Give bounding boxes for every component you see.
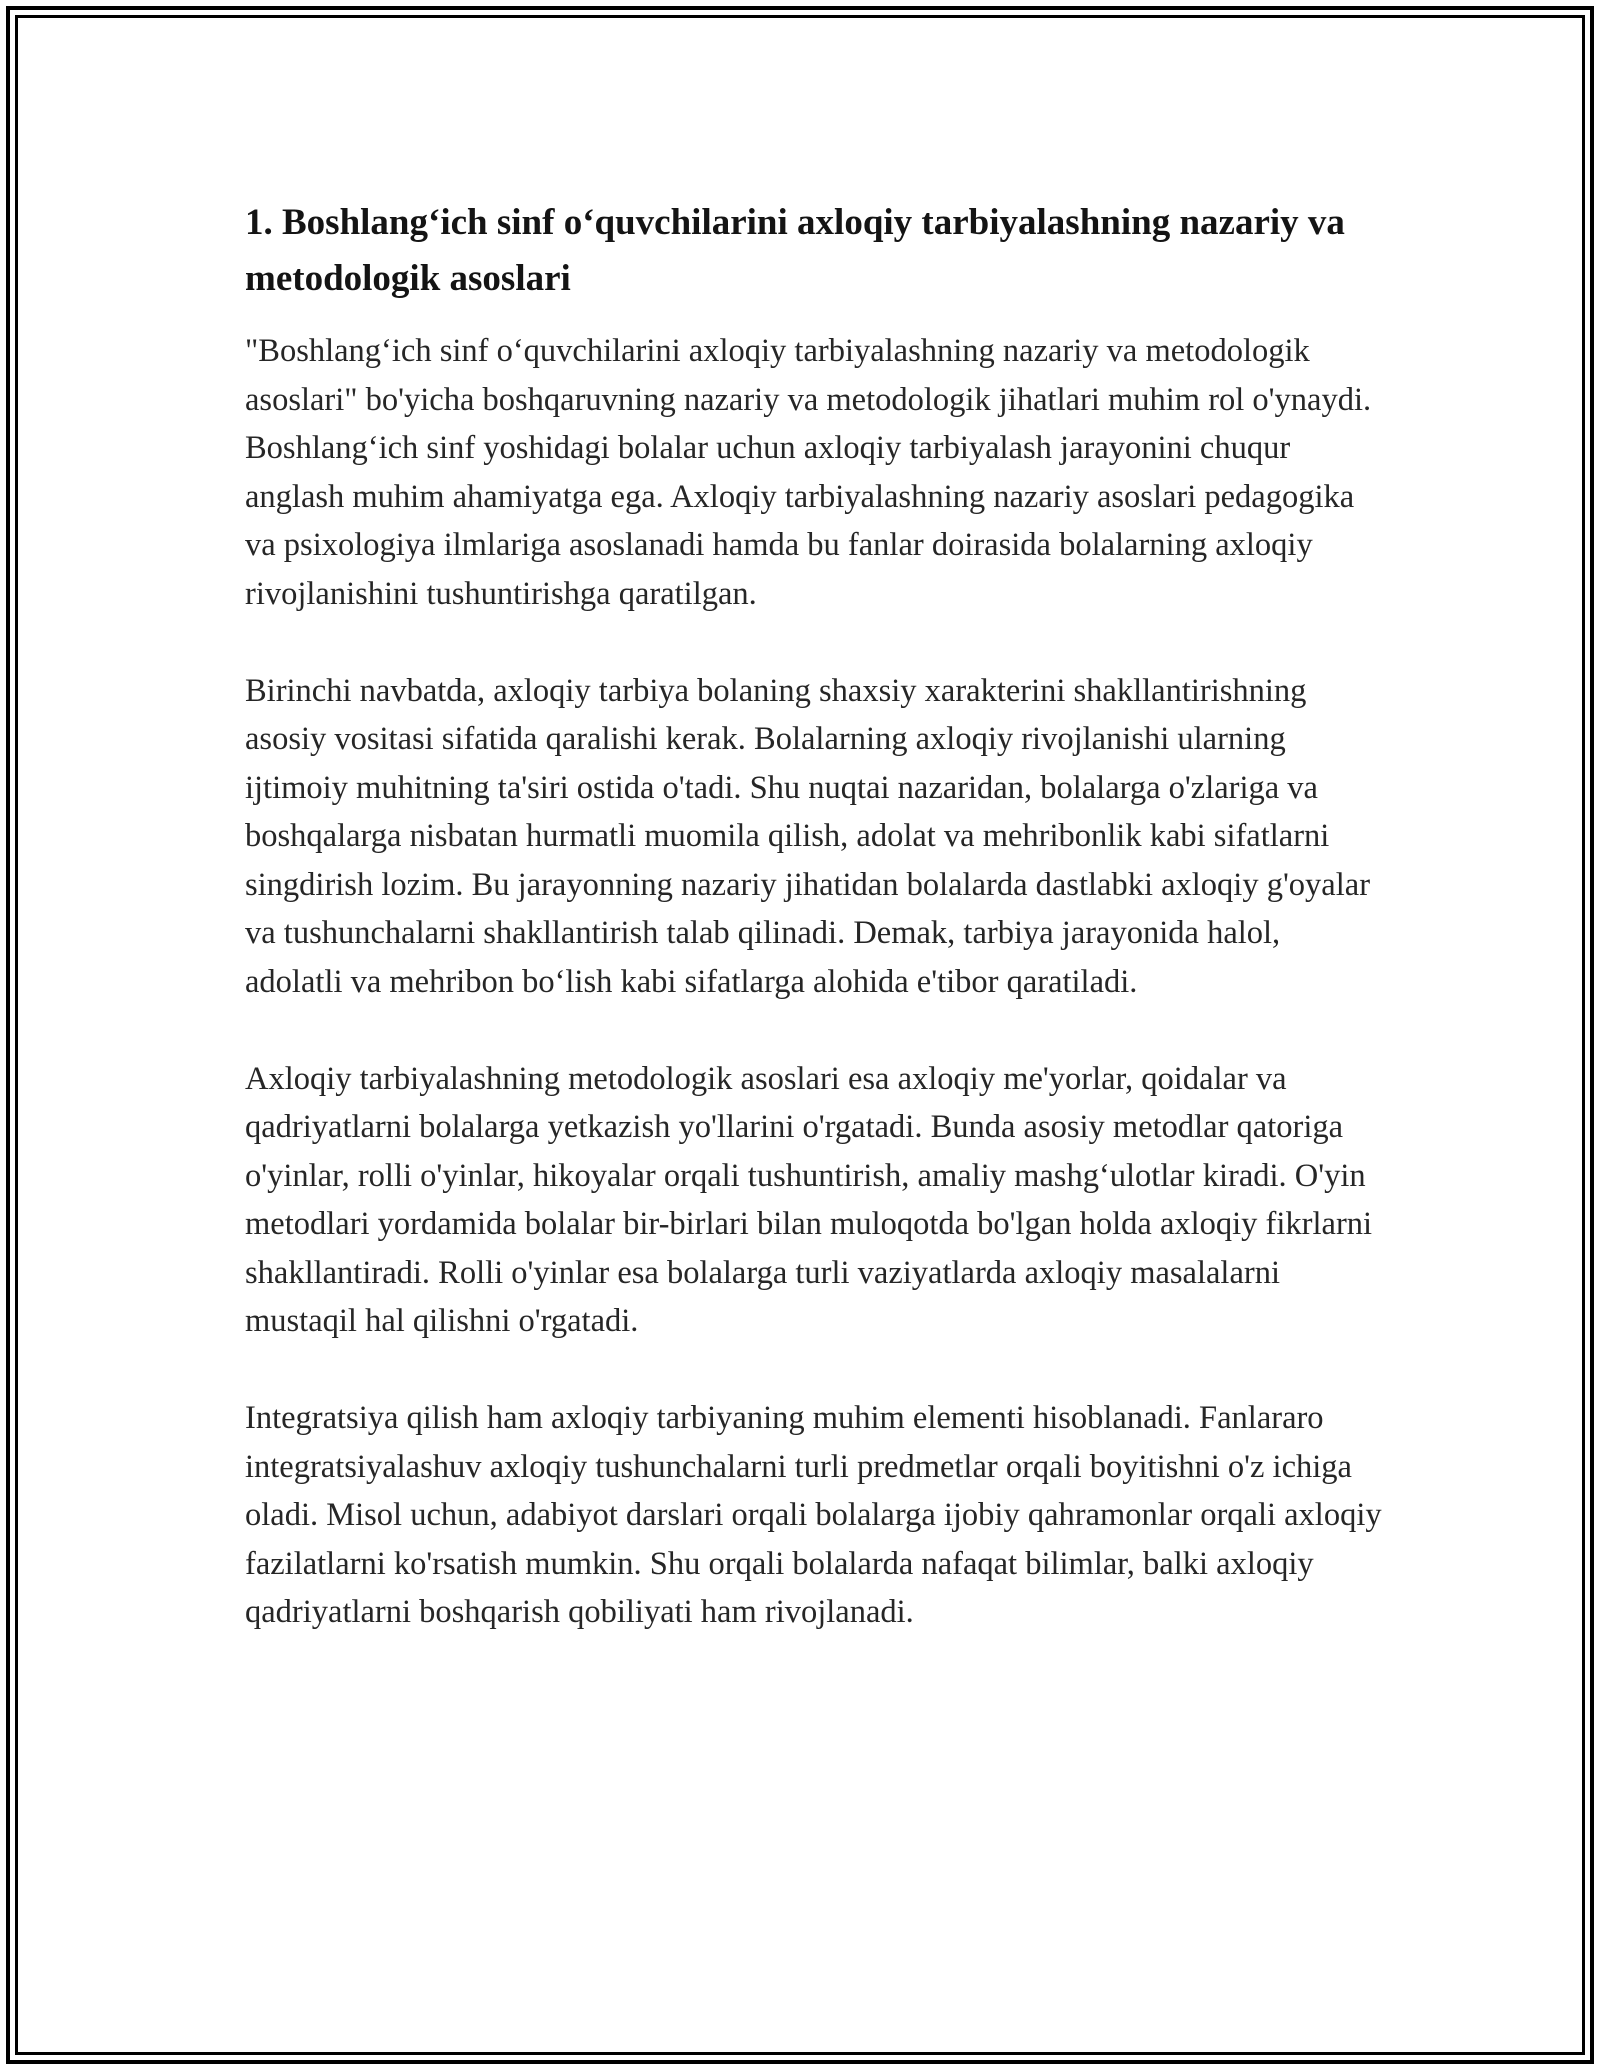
paragraph-4: Integratsiya qilish ham axloqiy tarbiyaning muhim elementi hisoblanadi. Fanlararo integratsiyalashuv axloqiy tushunchalarni turli predmetlar orqali boyitishni o'z ichiga oladi. Misol uchun, adabiyot darslari orqali bolalarga ijobiy qahramonlar orqali axloqiy fazilatlarni ko'rsatish mumkin. Shu orqali bolalarda nafaqat bilimlar, balki axloqiy qadriyatlarni boshqarish qobiliyati ham rivojlanadi. (245, 1400, 1382, 1630)
document-body (245, 195, 1385, 1637)
paragraph-2: Birinchi navbatda, axloqiy tarbiya bolaning shaxsiy xarakterini shakllantirishning asosiy vositasi sifatida qaralishi kerak. Bolalarning axloqiy rivojlanishi ularning ijtimoiy muhitning ta'siri ostida o'tadi. Shu nuqtai nazaridan, bolalarga o'zlariga va boshqalarga nisbatan hurmatli muomila qilish, adolat va mehribonlik kabi sifatlarni singdirish lozim. Bu jarayonning nazariy jihatidan bolalarda dastlabki axloqiy g'oyalar va tushunchalarni shakllantirish talab qilinadi. Demak, tarbiya jarayonida halol, adolatli va mehribon bo‘lish kabi sifatlarga alohida e'tibor qaratiladi. (245, 672, 1371, 1000)
paragraph-3: Axloqiy tarbiyalashning metodologik asoslari esa axloqiy me'yorlar, qoidalar va qadriyatlarni bolalarga yetkazish yo'llarini o'rgatadi. Bunda asosiy metodlar qatoriga o'yinlar, rolli o'yinlar, hikoyalar orqali tushuntirish, amaliy mashg‘ulotlar kiradi. O'yin metodlari yordamida bolalar bir-birlari bilan muloqotda bo'lgan holda axloqiy fikrlarni shakllantiradi. Rolli o'yinlar esa bolalarga turli vaziyatlarda axloqiy masalalarni mustaqil hal qilishni o'rgatadi. (245, 1060, 1373, 1339)
page-frame (6, 6, 1594, 2064)
paragraph-1: "Boshlang‘ich sinf o‘quvchilarini axloqiy tarbiyalashning nazariy va metodologik asoslari" bo'yicha boshqaruvning nazariy va metodologik jihatlari muhim rol o'ynaydi. Boshlang‘ich sinf yoshidagi bolalar uchun axloqiy tarbiyalash jarayonini chuqur anglash muhim ahamiyatga ega. Axloqiy tarbiyalashning nazariy asoslari pedagogika va psixologiya ilmlariga asoslanadi hamda bu fanlar doirasida bolalarning axloqiy rivojlanishini tushuntirishga qaratilgan. (245, 333, 1372, 612)
section-heading: 1. Boshlang‘ich sinf o‘quvchilarini axloqiy tarbiyalashning nazariy va metodologik asoslari (245, 202, 1345, 299)
